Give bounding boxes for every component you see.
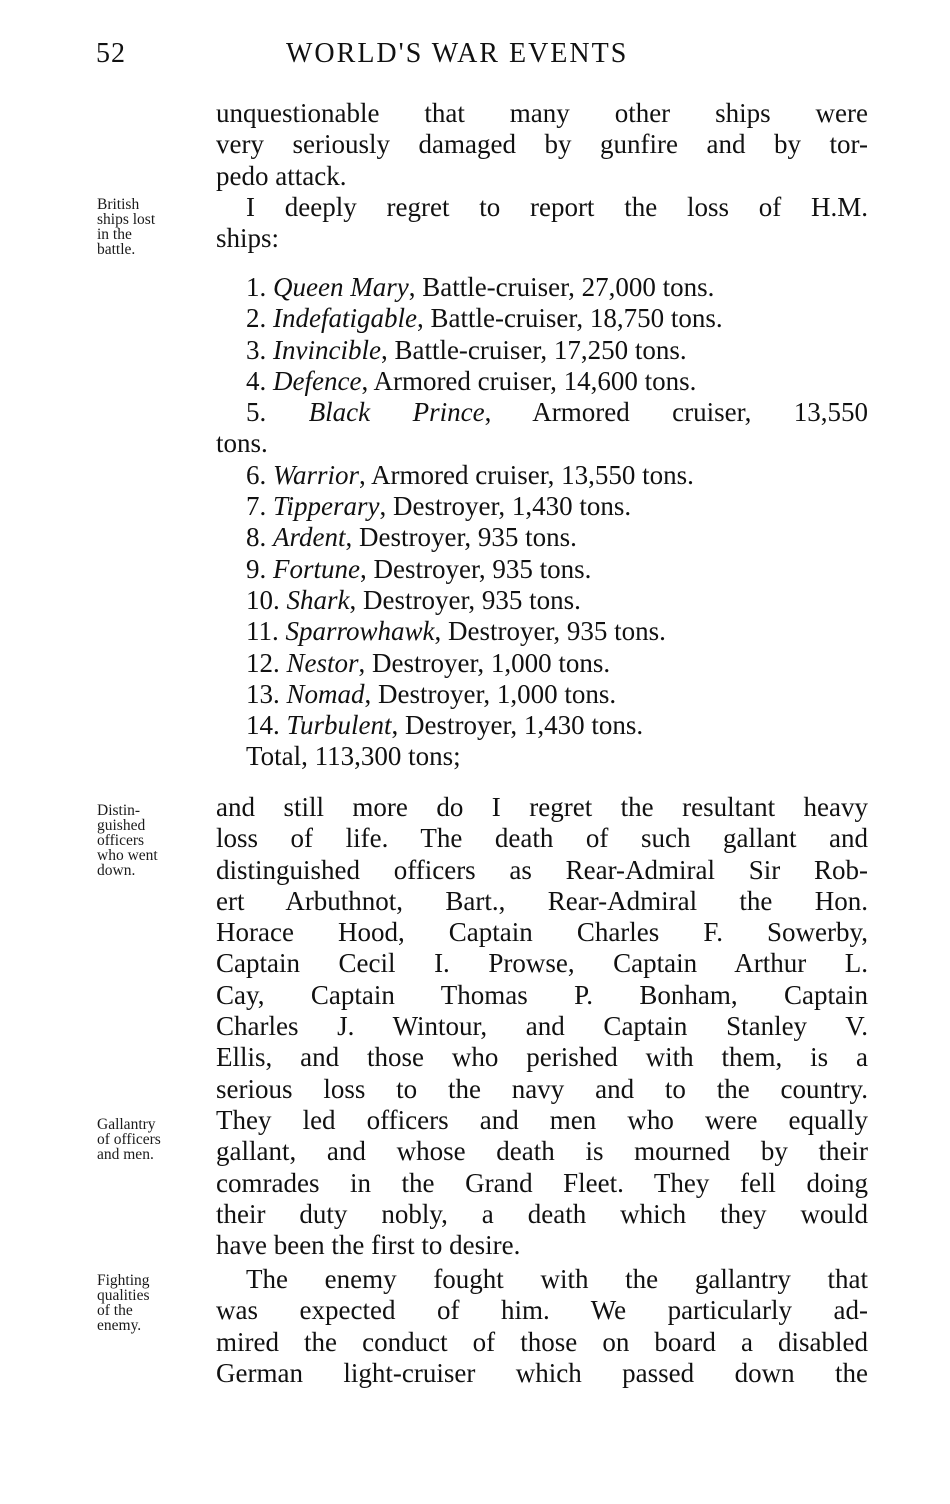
margin-note-distinguished-officers: Distin- guished officers who went down.: [97, 802, 158, 879]
ship-name: Tipperary: [273, 491, 380, 522]
ship-number: 4.: [246, 365, 267, 396]
ship-name: Black Prince: [308, 397, 485, 428]
ship-name: Invincible: [273, 334, 381, 365]
paragraph-officers: and still more do I regret the resultant heavy loss of life. The death of such gallant and distinguished officers as Rear-Admiral Sir Rob- ert Arbuthnot, Bart., Rear-Admiral the Hon. Horace Hood, Captain Charles F. Sowerby, Captain Cecil I. Prowse, Captain Arthur L. Cay, Captain Thomas P. Bonham, Captain Charles J. Wintour, and Captain Stanley V. Ellis, and those who perished with them, is a serious loss to the navy and to the country. They led officers and men who were equally gallant, and whose death is mourned by their comrades in the Grand Fleet. They fell doing their duty nobly, a death which they would have been the first to desire.: [216, 792, 868, 1261]
ship-type: Destroyer: [393, 491, 499, 522]
ship-name: Sparrowhawk: [285, 616, 435, 647]
ship-tonnage: 18,750 tons.: [589, 303, 723, 334]
ship-name: Defence: [273, 365, 362, 396]
ship-tonnage: 1,430 tons.: [523, 710, 644, 741]
ship-type: Destroyer: [373, 553, 479, 584]
ship-number: 9.: [246, 553, 267, 584]
ship-tonnage: 1,430 tons.: [511, 491, 632, 522]
ship-list-item: 2. Indefatigable, Battle-cruiser, 18,750 tons.: [246, 303, 723, 334]
ship-name: Turbulent: [286, 710, 392, 741]
ship-name: Indefatigable: [273, 303, 417, 334]
ship-type: Destroyer: [372, 647, 478, 678]
ship-name: Ardent: [273, 522, 346, 553]
ship-number: 8.: [246, 522, 267, 553]
ship-type: Battle-cruiser: [422, 272, 569, 302]
ship-list-item: 6. Warrior, Armored cruiser, 13,550 tons.: [246, 459, 694, 490]
ship-type: Armored cruiser: [532, 397, 745, 428]
ship-number: 14.: [246, 710, 280, 741]
ship-number: 6.: [246, 459, 267, 490]
page-header: [96, 38, 868, 78]
ship-list-item: 7. Tipperary, Destroyer, 1,430 tons.: [246, 491, 632, 522]
ship-list-item: 11. Sparrowhawk, Destroyer, 935 tons.: [246, 616, 666, 647]
ship-tonnage: 13,550: [793, 397, 868, 428]
paragraph-enemy: The enemy fought with the gallantry that was expected of him. We particularly ad- mired the conduct of those on board a disabled German light-cruiser which passed down the: [216, 1264, 868, 1388]
ship-number: 3.: [246, 334, 267, 365]
ship-type: Armored cruiser: [373, 365, 551, 396]
ship-number: 10.: [246, 584, 280, 615]
ship-list-item: 14. Turbulent, Destroyer, 1,430 tons.: [246, 710, 644, 741]
ship-number: 11.: [246, 616, 279, 647]
ship-type: Destroyer: [363, 584, 469, 615]
ship-tonnage: 27,000 tons.: [581, 272, 715, 302]
ship-tonnage: 13,550 tons.: [561, 459, 694, 490]
ship-list-item: 13. Nomad, Destroyer, 1,000 tons.: [246, 678, 617, 709]
ship-type: Battle-cruiser: [394, 334, 541, 365]
total-tonnage: Total, 113,300 tons;: [246, 741, 461, 772]
ship-tonnage: 935 tons.: [477, 522, 577, 553]
ship-number: 7.: [246, 491, 267, 522]
margin-note-british-ships-lost: British ships lost in the battle.: [97, 196, 156, 258]
margin-note-fighting-qualities: Fighting qualities of the enemy.: [97, 1272, 150, 1334]
ship-number: 12.: [246, 647, 280, 678]
ship-list-item: 3. Invincible, Battle-cruiser, 17,250 tons.: [246, 334, 687, 365]
ship-loss-list: [216, 272, 868, 773]
ship-type: Destroyer: [358, 522, 465, 553]
ship-tonnage: 1,000 tons.: [490, 647, 611, 678]
ship-number: 2.: [246, 303, 267, 334]
ship-name: Fortune: [273, 553, 360, 584]
ship-tonnage: 935 tons.: [492, 553, 592, 584]
running-head: WORLD'S WAR EVENTS: [286, 38, 629, 69]
ship-list-item: 9. Fortune, Destroyer, 935 tons.: [246, 553, 592, 584]
ship-name: Nomad: [286, 678, 365, 709]
ship-type: Destroyer: [448, 616, 554, 647]
ship-name: Nestor: [286, 647, 359, 678]
page-number: 52: [96, 38, 126, 69]
ship-tonnage: 935 tons.: [566, 616, 666, 647]
margin-note-gallantry: Gallantry of officers and men.: [97, 1116, 161, 1163]
ship-name: Queen Mary: [273, 272, 409, 302]
ship-type: Battle-cruiser: [430, 303, 577, 334]
ship-list-item: 8. Ardent, Destroyer, 935 tons.: [246, 522, 577, 553]
ship-type: Armored cruiser: [371, 459, 548, 490]
ship-list-item: 1. Queen Mary, Battle-cruiser, 27,000 tons.: [246, 272, 715, 302]
ship-name: Warrior: [273, 459, 360, 490]
ship-list-item: 5. Black Prince, Armored cruiser, 13,550: [246, 397, 868, 428]
paragraph-damage: unquestionable that many other ships were very seriously damaged by gunfire and by tor- pedo attack.: [216, 98, 868, 191]
ship-tonnage-continued: tons.: [216, 428, 268, 459]
ship-name: Shark: [286, 584, 350, 615]
ship-number: 13.: [246, 678, 280, 709]
ship-list-item: 4. Defence, Armored cruiser, 14,600 tons.: [246, 365, 697, 396]
ship-type: Destroyer: [378, 678, 484, 709]
paragraph-loss-report: I deeply regret to report the loss of H.M. ships:: [216, 192, 868, 254]
ship-tonnage: 935 tons.: [481, 584, 581, 615]
ship-list-item: 10. Shark, Destroyer, 935 tons.: [246, 584, 581, 615]
ship-tonnage: 17,250 tons.: [553, 334, 687, 365]
ship-list-item: 12. Nestor, Destroyer, 1,000 tons.: [246, 647, 611, 678]
ship-number: 5.: [246, 397, 267, 428]
ship-tonnage: 1,000 tons.: [496, 678, 617, 709]
ship-number: 1.: [246, 272, 267, 302]
ship-type: Destroyer: [405, 710, 511, 741]
ship-tonnage: 14,600 tons.: [563, 365, 697, 396]
